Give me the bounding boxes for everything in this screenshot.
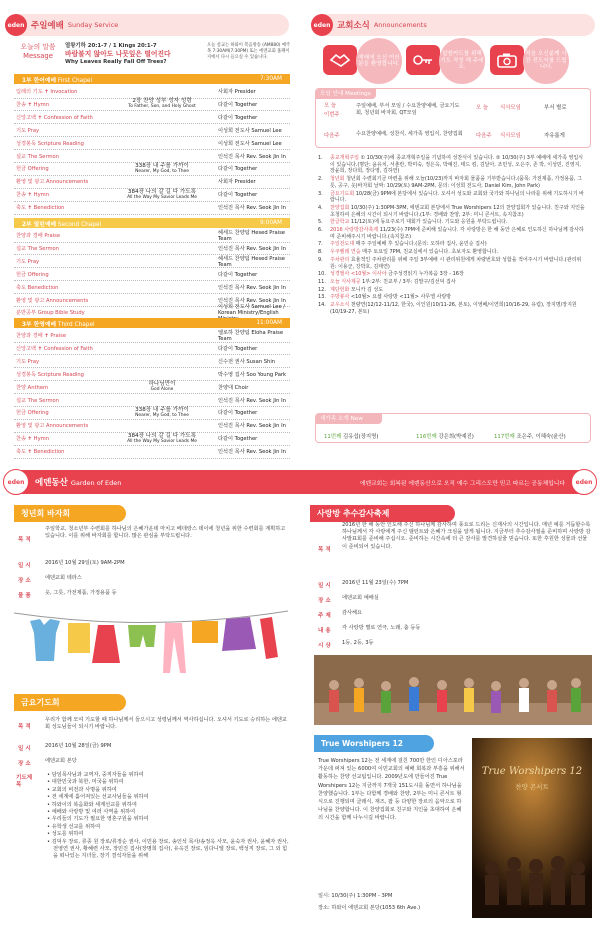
announcement-number: 4.: [318, 204, 323, 211]
service-item-person: 다같이 Together: [218, 114, 258, 121]
prayer-purpose: 우리가 함께 모여 기도할 때 하나님께서 들으시고 성령님께서 역사하십니다. 오셔서 기도로 승리하는 에덴교회 성도님들이 되시기 바랍니다.: [45, 717, 287, 731]
service-row: [16, 407, 288, 418]
announcement-number: 9.: [318, 256, 323, 263]
welcome-circle: 예배에 오신 여러분을 환영합니다.: [356, 38, 402, 84]
announcement-detail: 효율적인 주차관리를 위해 주일 3부예배 시 관리위원에게 차량번호와 성함을 적어주시기 바랍니다.(관리위원: 이용군, 강박호, 김태연): [330, 256, 582, 270]
prayer-topic-text: 전 세계에 흩어져있는 선교사님들을 위하여: [51, 794, 149, 801]
announcement-detail: 매주 토요일 7PM, 친교실에서 있습니다. 초보자도 환영합니다.: [362, 249, 499, 256]
garden-motto: 에덴교회는 회복된 에덴동산으로 오직 예수 그리스도만 믿고 따르는 공동체입니다: [359, 480, 565, 487]
chapel-1-name-en: First Chapel: [57, 77, 93, 84]
chapel-2-time: 9:00AM: [260, 220, 282, 226]
newcomer-2-names: 강은희(박예진): [438, 434, 474, 440]
thanks-purpose-label: 목 적: [318, 547, 331, 553]
newcomer-box: [315, 413, 591, 443]
prayer-topic-text: 유학생 선교를 위하여: [51, 823, 101, 830]
camera-icon: [490, 45, 524, 75]
tw12-date: 일시: 10/30(주) 1:30PM - 3PM: [318, 893, 393, 899]
thanks-theme: 감사해요: [342, 610, 363, 616]
newcomer-2-week: 116번째: [416, 434, 437, 440]
announcement-item: [318, 176, 586, 189]
prayer-date: 2016년 10월 28일(금) 9PM: [45, 743, 112, 749]
announcement-number: 14.: [318, 302, 326, 309]
announcement-detail: 금주성경읽기 누가복음 3장 - 16장: [388, 271, 464, 278]
prayer-topic-text: 우리들의 기도가 필요한 영혼구원을 위하여: [51, 816, 149, 823]
newcomer-1-week: 11번째: [324, 434, 342, 440]
service-item-person: 인석진 목사 Rev. Seok Jin In: [218, 153, 286, 160]
announcement-item: [318, 287, 586, 294]
prayer-place-label: 장 소: [18, 761, 31, 767]
service-item-label: 환영 및 광고 Announcements: [16, 423, 89, 430]
service-item-person: 찬양대 Choir: [218, 384, 249, 391]
service-item-person: 이성희 전도사 Samuel Lee: [218, 127, 282, 134]
service-item-label: 헌금 Offering: [16, 166, 49, 173]
meal-next-detail: 자유롭게: [544, 133, 565, 139]
chapel-1-time: 7:30AM: [260, 76, 282, 82]
service-item-label: 설교 The Sermon: [16, 245, 60, 252]
announcement-number: 13.: [318, 294, 326, 301]
newcomer-3-names: 조은주, 이혜숙(윤산): [516, 434, 566, 440]
service-item-label: 기도 Pray: [16, 258, 40, 265]
announcement-item: [318, 271, 586, 278]
service-item-person: 인석진 목사 Rev. Seok Jin In: [218, 205, 286, 212]
meal-today-detail: 부서 별로: [544, 105, 567, 111]
verse-title-kr: 바람불지 않아도 나뭇잎은 떨어진다: [65, 49, 171, 58]
bazaar-purpose: 주일학교, 청소년부 수련회를 하나님의 은혜가운데 마치고 베데랑스 데이에 청년을 위한 수련회를 계획하고 있습니다. 이를 위해 바자회를 합니다. 많은 관심을 부탁드립니다.: [45, 526, 286, 540]
bazaar-items: 옷, 그릇, 가전제품, 가정용품 등: [45, 590, 117, 596]
newcomer-2: [416, 432, 474, 440]
thanks-award: 1등, 2등, 3등: [342, 640, 374, 646]
announcement-topic: 금요기도회: [330, 190, 355, 197]
service-row: [16, 138, 288, 149]
announcement-detail: ① 10/30(주)에 종교개혁주일을 기념하여 성찬식이 있습니다. ② 10/30(주) 3부 예배에 세가족 영입식이 있습니다.(명단: 윤유치, 서춘란, 박미숙, 정은옥, 박예진, 태드 킴, 김달아, 조민성, 오은주, 존 박, 이성민, 진영지, 장윤희, 장다희, 장다영, 김하연): [330, 155, 583, 175]
meal-next-name: 식사모임: [500, 133, 521, 139]
service-row: [16, 125, 288, 136]
meal-today-name: 식사모임: [500, 105, 521, 111]
sunday-title: 주일예배: [31, 21, 64, 31]
announcement-detail: 모니카 김 성도: [350, 286, 384, 293]
sunday-subtitle: Sunday Service: [67, 21, 119, 29]
announcement-topic: 찬양집회: [330, 204, 350, 211]
announcement-item: [318, 279, 586, 286]
service-row: [16, 433, 288, 444]
service-item-person: 다같이 Together: [218, 192, 258, 199]
bazaar-place-label: 장 소: [18, 578, 31, 584]
announcement-list: [318, 155, 586, 316]
announcement-detail: 1부:2부: 친교부 / 3부: 김말구/김선덕 집사: [362, 278, 456, 285]
prayer-title: 금요기도회: [14, 694, 126, 711]
announcement-detail: 10/30(주) 1:30PM-3PM, 에덴교회 본당에서 True Worshipers 12의 찬양집회가 있습니다. 친구와 지인을 초청하여 은혜의 시간이 되시기 바랍니다.(1부: 경배와 찬양, 2부: 미니 콘서트, 속지참조): [330, 204, 585, 218]
newcomer-title: 새가족 소개 New Comer: [316, 414, 382, 424]
service-item-hymn: [106, 164, 218, 174]
thanks-date-label: 일 시: [318, 583, 331, 589]
announcement-topic: 2016 사랑방감사축제: [330, 227, 379, 234]
service-item-person: 인석진 목사 Rev. Seok Jin In: [218, 449, 286, 456]
tw12-poster-sub: 찬양 콘서트: [515, 783, 549, 791]
thanks-place-label: 장 소: [318, 598, 331, 604]
announcement-number: 3.: [318, 190, 323, 197]
announcement-item: [318, 257, 586, 270]
thanks-content: 각 사랑방 별로 연극, 노래, 춤 등등: [342, 625, 421, 631]
prayer-topic-text: 하와이의 복음화와 세계선교를 위하여: [51, 801, 137, 808]
service-row: [16, 163, 288, 174]
chapel-3-name: 3부 한영예배: [22, 321, 57, 328]
hymn-title-kr: 384장 나의 갈 길 다 가도록: [127, 432, 197, 439]
service-item-label: 입례의 기도 ✝ Invocation: [16, 89, 78, 95]
hymn-title-kr: 338장 내 주를 가까이: [135, 162, 189, 169]
tw12-place: 장소: 하와이 에덴교회 본당(1053 6th Ave.): [318, 905, 421, 911]
chapel-2-bar: [14, 218, 290, 228]
service-item-label: 설교 The Sermon: [16, 153, 60, 160]
prayer-topic: • 교회의 비전과 사명을 위하여: [47, 786, 117, 793]
hymn-title-en: All the Way My Savior Leads Me: [127, 438, 197, 444]
service-row: [16, 369, 288, 380]
chapel-3-name-en: Third Chapel: [57, 321, 95, 328]
meeting-today-detail: 주일예배, 부서 모임 / 수요찬양예배, 금요기도회, 청년회 바자회, QT모임: [356, 103, 460, 117]
meeting-today-day: 오 늘: [324, 103, 337, 109]
tw12-title: True Worshipers 12: [314, 735, 434, 752]
announcement-topic: 주차관리: [330, 256, 350, 263]
announcement-detail: 매주 주일예배 후 있습니다.(문의: 오하라 집사, 윤민순 집사): [355, 241, 487, 248]
eden-logo-icon: eden: [3, 469, 29, 495]
garden-title: 에덴동산: [35, 478, 68, 488]
service-row: [16, 202, 288, 213]
announcement-item: [318, 227, 586, 240]
service-row: [16, 269, 288, 280]
service-item-label: 찬송 ✝ Hymn: [16, 101, 49, 108]
newcomer-1-names: 김유섭(장지명): [343, 434, 379, 440]
service-row: [16, 382, 288, 393]
service-item-label: 신앙고백 ✝ Confession of Faith: [16, 345, 93, 352]
meeting-next-day: 다음주: [324, 133, 340, 139]
announcement-number: 12.: [318, 286, 326, 293]
tw12-poster-title: True Worshipers 12: [481, 766, 583, 777]
row-divider: [14, 214, 290, 215]
chapel-3-time: 11:00AM: [256, 320, 282, 326]
service-row: [16, 343, 288, 354]
service-item-person: 사회자 Presider: [218, 179, 256, 186]
hymn-title-en: All the Way My Savior Leads Me: [127, 194, 197, 200]
announcement-item: [318, 249, 586, 256]
announcement-number: 10.: [318, 271, 326, 278]
prayer-topic-text: 교회의 비전과 사명을 위하여: [51, 786, 117, 793]
clothesline-illustration: [10, 603, 292, 689]
prayer-topic: • 유학생 선교를 위하여: [47, 823, 101, 830]
bazaar-title: 청년회 바자회: [14, 505, 126, 522]
service-item-person: 인석진 목사 Rev. Seok Jin In: [218, 245, 286, 252]
message-label: [14, 43, 62, 61]
announcement-detail: 11/23(수) 7PM에 준비해 있습니다. 각 사랑방은 한 해 동안 은혜로 인도하신 하나님께 감사하며 준비해주시기 바랍니다.(속지참조): [330, 227, 584, 240]
service-item-label: 찬송 ✝ Hymn: [16, 436, 49, 443]
bazaar-place: 에덴교회 테라스: [45, 575, 82, 581]
prayer-purpose-label: 목 적: [18, 724, 31, 730]
service-item-label: 찬송 ✝ Hymn: [16, 192, 49, 199]
newcomer-1: [324, 432, 378, 440]
chapel-2-name: 2부 열린예배: [22, 221, 57, 228]
service-item-person: 헤세드 찬양팀 Hesed Praise Team: [218, 255, 285, 268]
service-item-person: 이성희 전도사 Samuel Lee / Korean Ministry/English: [218, 304, 286, 317]
thanks-title: 사랑방 추수감사축제: [310, 505, 455, 522]
card-circle: 말씀카드를 위해 기도 작성 해 주세요.: [439, 38, 485, 84]
service-item-person: 사회자 Presider: [218, 89, 256, 95]
hymn-title-en: To Father, Son, and Holy Ghost: [128, 104, 196, 110]
announcements-subtitle: Announcements: [373, 21, 427, 29]
service-item-hymn: [106, 190, 218, 200]
hymn-title-kr: 2장 찬양 성부 성자 성령: [132, 98, 192, 105]
service-row: [16, 304, 288, 318]
message-label-kr: 오늘의 말씀: [20, 43, 56, 51]
service-row: [16, 230, 288, 241]
announcement-topic: 교우소식: [330, 302, 350, 309]
prayer-topic-text: 성도를 위하여: [51, 831, 84, 838]
hymn-title-en: Nearer, My God, to Thee: [135, 168, 189, 174]
chapel-2-name-en: Second Chapel: [57, 221, 102, 228]
service-row: [16, 112, 288, 123]
announcement-detail: 10/28(금) 9PM에 본당에서 있습니다. 오셔서 성도와 교회와 국가와 하나님의 나라를 위해 기도하시기 바랍니다.: [330, 190, 584, 204]
tw12-poster: [472, 738, 592, 918]
service-row: [16, 282, 288, 293]
service-row: [16, 99, 288, 110]
chapel-1-bar: [14, 74, 290, 84]
service-item-label: 축도 ✝ Benediction: [16, 449, 65, 456]
service-item-person: 박수영 집사 Soo Young Park: [218, 371, 287, 378]
service-item-person: 신수전 권사 Susan Shin: [218, 358, 276, 365]
service-item-person: 인석진 목사 Rev. Seok Jin In: [218, 423, 286, 430]
announcement-item: [318, 205, 586, 218]
prayer-topic: • 김덕우 장로, 류종 원 장로/류정순 권사, 이민용 장로, 송인석 목사/송정옥 사모, 윤숙자 권사, 윤혜자 권사, 전영연 권사, 황혜련 사모, 장민진 집사(장명희 집사), 유옥진 장로, 임다니엘 장로, 백성직 장로, 그 외 힘을 떠나있는 지녀들, 장기 결석자들을 위해: [47, 838, 289, 860]
bazaar-items-label: 물 품: [18, 593, 31, 599]
service-row: [16, 176, 288, 187]
prayer-topics: [45, 772, 290, 861]
chapel-3-bar: [14, 318, 290, 328]
row-divider: [14, 458, 290, 459]
meal-today-day: 오 늘: [476, 105, 489, 111]
prayer-topic: • 성도를 위하여: [47, 831, 84, 838]
key-icon: [406, 45, 440, 75]
thanksgiving-photo: [314, 655, 592, 725]
service-item-label: 분반공부 Group Bible Study: [16, 310, 85, 317]
service-item-label: 신앙고백 ✝ Confession of Faith: [16, 114, 93, 121]
announcement-topic: 성경필사 <10월> 이사야: [330, 271, 387, 278]
prayer-topic-text: 담임목사님과 교역자, 중직자들을 위하여: [51, 772, 144, 778]
service-item-label: 성경봉독 Scripture Reading: [16, 140, 84, 147]
service-item-label: 축도 Benediction: [16, 284, 59, 291]
thanks-theme-label: 주 제: [318, 613, 331, 619]
service-item-person: 다같이 Together: [218, 410, 258, 417]
hymn-title-en: Nearer, My God, to Thee: [135, 412, 189, 418]
service-row: [16, 420, 288, 431]
service-item-label: 환영 및 광고 Announcements: [16, 179, 89, 186]
announcement-item: [318, 191, 586, 204]
photo-circle: 처음 오신분께 사진 전도지를 드립니다.: [523, 38, 569, 84]
announcement-topic: 청년회: [330, 176, 345, 183]
service-item-label: 찬양과 경배 ✝ Praise: [16, 333, 67, 339]
meetings-box: [315, 88, 591, 148]
announcement-topic: 계단헌화: [330, 286, 350, 293]
announcement-topic: 종교개혁주일: [330, 155, 359, 161]
handshake-icon: [323, 45, 357, 75]
service-item-label: 기도 Pray: [16, 358, 40, 365]
service-item-person: 엘로하 찬양팀 Eloha Praise Team: [218, 330, 284, 342]
bazaar-purpose-label: 목 적: [18, 537, 31, 543]
prayer-topic: • 하와이의 복음화와 세계선교를 위하여: [47, 801, 137, 808]
announcement-topic: 한글학교: [330, 219, 350, 226]
announcement-item: [318, 155, 586, 175]
announcement-number: 11.: [318, 278, 326, 285]
service-item-person: 헤세드 찬양팀 Hesed Praise Team: [218, 230, 285, 242]
announcement-detail: 11/12(토)에 동요주로기 대회가 있습니다. 기도와 응원을 부탁드립니다.: [350, 219, 508, 226]
garden-subtitle: Garden of Eden: [70, 479, 122, 487]
announcement-number: 7.: [318, 241, 323, 248]
service-row: [16, 330, 288, 341]
tw12-poster-image: [472, 738, 592, 918]
service-item-hymn: [106, 434, 218, 444]
service-item-label: 성경봉독 Scripture Reading: [16, 371, 84, 378]
prayer-topics-label: 기도제목: [16, 775, 33, 788]
service-item-person: 인석진 목사 Rev. Seok Jin In: [218, 297, 286, 304]
announcement-number: 1.: [318, 155, 323, 161]
garden-banner: [5, 470, 595, 494]
announcements-title: 교회소식: [337, 21, 370, 31]
service-item-label: 기도 Pray: [16, 127, 40, 134]
broadcast-note: 오늘 설교는 하와이 복음방송 (AM880) 매주 목 7:30AM(7:30PM) 또는 에덴교회 홈페이지에서 다시 들으실 수 있습니다.: [207, 43, 291, 60]
eden-logo-icon: eden: [311, 14, 333, 36]
service-row: [16, 395, 288, 406]
prayer-topic: • 예배와 사랑방 및 여러 사역을 위하여: [47, 809, 136, 816]
service-item-label: 헌금 Offering: [16, 410, 49, 417]
thanks-purpose: 2016년 한 해 동안 인도해 주신 하나님께 감사하며 풍요로 드리는 신재사의 시간입니다. 매년 예를 거듭할수록 하나님께서 각 사랑에게 주신 탤런트와 은혜가 크심을 알게 됩니다. 지금부터 추수감사절을 준비하며 사랑방 감사발표회를 준비해 주십시오. 준비하는 시간속에 더 큰 감사를 발견하실줄 믿습니다. 또한 후원한 성물과 선물이 준비되어 있습니다.: [342, 522, 591, 550]
thanks-date: 2016년 11월 23일(수) 7PM: [342, 580, 409, 586]
service-row: [16, 243, 288, 254]
prayer-place: 에덴교회 본당: [45, 758, 77, 764]
message-label-en: Message: [23, 52, 53, 60]
hymn-title-kr: 384장 나의 갈 길 다 가도록: [127, 188, 197, 195]
meal-next-day: 다음주: [476, 133, 492, 139]
prayer-topic: • 우리들의 기도가 필요한 영혼구원을 위하여: [47, 816, 149, 823]
thanks-content-label: 내 용: [318, 628, 331, 634]
service-item-hymn: [106, 99, 218, 109]
announcement-item: [318, 294, 586, 301]
announcement-topic: 오늘 식사제공: [330, 278, 361, 285]
prayer-topic-text: 대한민국과 북한, 미국을 위하여: [51, 779, 124, 786]
verse-ref: 열왕기하 20:1-7 / 1 Kings 20:1-7: [65, 43, 157, 49]
announcement-number: 2.: [318, 176, 323, 183]
thanks-award-label: 시 상: [318, 643, 331, 649]
service-item-label: 축도 ✝ Benediction: [16, 205, 65, 212]
announcement-detail: <10월> 요셉 사랑방 <11월> 사무엘 사랑방: [350, 294, 452, 301]
announcement-number: 5.: [318, 219, 323, 226]
service-item-person: 인석진 목사 Rev. Seok Jin In: [218, 284, 286, 291]
hymn-title-kr: 하나님만이: [148, 381, 176, 388]
prayer-topic: • 대한민국과 북한, 미국을 위하여: [47, 779, 124, 786]
announcement-item: [318, 302, 586, 315]
newcomer-3: [494, 432, 566, 440]
announcements-header: [311, 14, 595, 36]
service-item-person: 다같이 Together: [218, 345, 258, 352]
service-row: [16, 356, 288, 367]
announcement-number: 6.: [318, 227, 323, 234]
bazaar-date-label: 일 시: [18, 563, 31, 569]
service-item-label: 환영 및 광고 Announcements: [16, 297, 89, 304]
service-item-person: 다같이 Together: [218, 271, 258, 278]
chapel-1-name: 1부 한어예배: [22, 77, 57, 84]
newcomer-3-week: 117번째: [494, 434, 515, 440]
hymn-title-en: God Alone: [150, 387, 174, 393]
verse-block: [65, 43, 205, 66]
tw12-body: True Worshipers 12는 전 세계에 걸친 700만 한인 디아스포라 가운데 퍼져 있는 6000여 이민교회의 예배 회복과 부흥을 위해서 활동하는 찬양 선교팀입니다. 2009년도에 만들어진 True Worshipers 12는 지금까지 7개국 151도시를 돌면서 하나님을 찬양했습니다. 1부는 다함께 경배와 찬양, 2부는 미니 콘서트 형식으로 진행되며 클래식, 재즈, 팝 등 다양한 장르의 음악으로 하나님을 찬양합니다. 이 찬양집회로 친구와 지인을 초대하여 은혜의 시간을 함께 나누시길 바랍니다.: [318, 758, 465, 822]
service-row: [16, 256, 288, 267]
service-item-person: 이성희 전도사 Samuel Lee: [218, 140, 282, 147]
service-row: [16, 446, 288, 457]
prayer-date-label: 일 시: [18, 746, 31, 752]
service-item-hymn: [106, 382, 218, 392]
service-item-hymn: [106, 408, 218, 418]
service-item-label: 찬양 Anthem: [16, 384, 49, 391]
announcement-item: [318, 241, 586, 248]
meetings-title: 모임 안내 Meetings: [316, 89, 376, 99]
service-item-label: 찬양과 경배 Praise: [16, 233, 61, 239]
service-item-person: 다같이 Together: [218, 436, 258, 443]
announcement-topic: 주방봉사: [330, 294, 350, 301]
service-item-person: 인석진 목사 Rev. Seok Jin In: [218, 397, 286, 404]
service-row: [16, 189, 288, 200]
bazaar-date: 2016년 10월 29일(토) 9AM-2PM: [45, 560, 125, 566]
service-item-person: 다같이 Together: [218, 101, 258, 108]
sunday-header: [5, 14, 289, 36]
eden-logo-icon: eden: [5, 14, 27, 36]
prayer-topic: • 전 세계에 흩어져있는 선교사님들을 위하여: [47, 794, 149, 801]
prayer-topic-text: 김덕우 장로, 류종 원 장로/류정순 권사, 이민용 장로, 송인석 목사/송정옥 사모, 윤숙자 권사, 윤혜자 권사, 전영연 권사, 황혜련 사모, 장민진 집사(장명희 집사), 유옥진 장로, 임다니엘 장로, 백성직 장로, 그 외 힘을 떠나있는 지녀들, 장기 결석자들을 위해: [51, 838, 289, 860]
service-item-label: 설교 The Sermon: [16, 397, 60, 404]
meeting-today-name: 이번주: [324, 112, 340, 118]
service-row: [16, 86, 288, 97]
verse-title-en: Why Leaves Really Fall Off Trees?: [65, 58, 167, 65]
announcement-number: 8.: [318, 249, 323, 256]
announcement-topic: 우쿠렐레 연습: [330, 249, 361, 256]
eden-logo-icon: eden: [571, 469, 597, 495]
service-item-person: 다같이 Together: [218, 166, 258, 173]
meeting-next-detail: 수요찬양예배, 성찬식, 세가족 영입식, 찬양집회: [356, 131, 463, 137]
announcement-detail: 천량연(12/12-11/12, 한국), 이인원(10/11-26, 본토), 이영배/이연희(10/16-29, 유럽), 장지명/장지원(10/19-27, 본토): [330, 302, 577, 315]
service-row: [16, 151, 288, 162]
announcement-item: [318, 219, 586, 226]
prayer-topic-text: 예배와 사랑방 및 여러 사역을 위하여: [51, 809, 136, 816]
service-item-label: 헌금 Offering: [16, 271, 49, 278]
announcement-topic: 주일전도대: [330, 241, 355, 248]
announcement-detail: 청년회 수련회기금 마련을 위해 오늘(10/23)까지 바자회 물품을 기부받습니다.(품목: 가전제품, 가정용품, 그릇, 공구, 옷)바자회 날짜: 10/29(토) 9AM-2PM, 문의: 이성희 전도사, Daniel Kim, John Park): [330, 176, 582, 189]
thanks-place: 에덴교회 예배실: [342, 595, 379, 601]
prayer-topic: • 담임목사님과 교역자, 중직자들을 위하여: [47, 772, 144, 778]
hymn-title-kr: 338장 내 주를 가까이: [135, 406, 189, 413]
